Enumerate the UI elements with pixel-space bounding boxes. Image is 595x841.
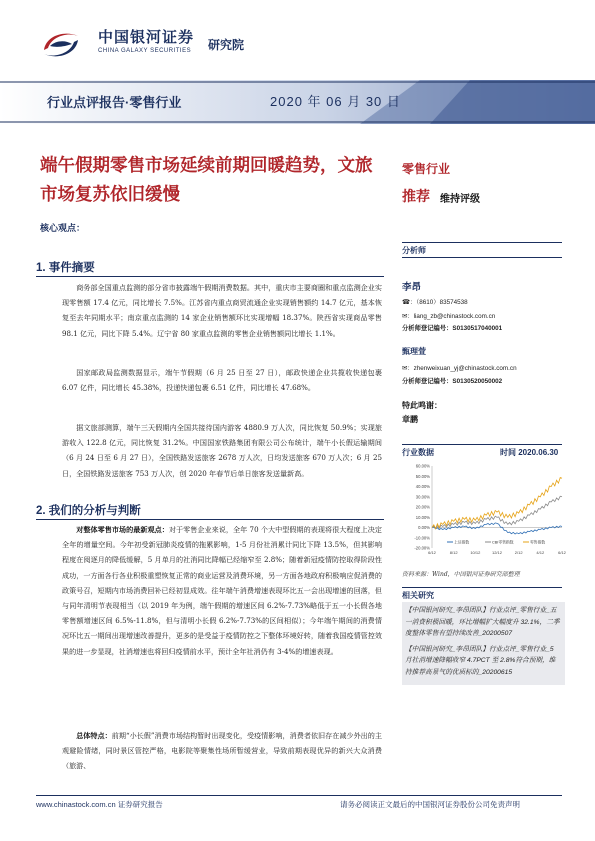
related-research-item[interactable]: 【中国银河研究_李昂团队】行业点评_零售行业_五一消费积极回暖，环比增幅扩大幅度升 32.1%，二季度整体零售有望持续改善_20200507 — [405, 607, 560, 637]
paragraph — [62, 522, 382, 659]
galaxy-logo-icon — [40, 26, 82, 64]
analyst-email[interactable]: ✉：liang_zb@chinastock.com.cn — [402, 313, 496, 320]
divider — [36, 276, 384, 277]
report-type: 行业点评报告·零售行业 — [47, 95, 182, 110]
footer-divider — [36, 795, 562, 796]
y-tick-label: 60.00% — [415, 463, 430, 469]
related-research-item[interactable]: 【中国银河研究_李昂团队】行业点评_零售行业_5 月社消增速降幅收窄 4.7PCT 至 2.8%符合预期，维持推荐高景气的优质标的_20200615 — [405, 645, 556, 676]
legend-label: CBI零售指数 — [492, 540, 514, 545]
brand-name-en: CHINA GALAXY SECURITIES — [98, 48, 192, 54]
x-tick-label: 4/12 — [536, 550, 545, 555]
divider — [402, 444, 562, 445]
x-tick-label: 8/12 — [449, 550, 458, 555]
paragraph-lead: 对整体零售市场的最新观点： — [76, 525, 169, 534]
related-research-heading: 相关研究 — [402, 591, 434, 600]
legend-label: 上证指数 — [454, 540, 470, 545]
brand-name-cn: 中国银河证券 — [98, 29, 195, 46]
y-tick-label: 10.00% — [415, 514, 430, 520]
analyst-cert: 分析师登记编号：S0130520050002 — [402, 378, 503, 385]
analyst-name: 甄理萱 — [402, 347, 426, 356]
x-tick-label: 6/12 — [428, 550, 436, 555]
divider — [402, 257, 562, 258]
paragraph: 国家邮政局监测数据显示，端午节假期（6 月 25 日至 27 日），邮政快递企业共揽收快递包裹 6.07 亿件，同比增长 45.38%，投递快递包裹 6.51 亿件，同比增长 47.68%。 — [62, 368, 382, 393]
paragraph — [62, 728, 382, 774]
report-date: 2020 年 06 月 30 日 — [270, 94, 401, 109]
paragraph: 商务部全国重点监测的部分省市披露端午假期消费数据。其中，重庆市主要商圈和重点监测企业实现零售额 17.4 亿元，同比增长 7.5%。江苏省内重点商贸流通企业实现销售额约 14.7 亿元，基本恢复至去年同期水平；南京重点监测的 14 家企业销售额环比实现增幅 18.37%。陕西省实现商品零售 98.1 亿元，同比下降 5.4%。辽宁省 80 家重点监测的零售企业销售额同比增长 1.1%。 — [62, 283, 382, 338]
paragraph-body: 前期“小长假”消费市场结构暂时出现变化，受疫情影响，消费者依旧存在减少外出的主观避险情绪，同时景区管控严格，电影院等聚集性场所暂缓营业，导致前期表现优异的新兴大众消费（旅游、 — [62, 731, 382, 771]
industry-chart — [402, 460, 565, 565]
paragraph-body: 对于零售企业来说，全年 70 个大中型假期的表现将很大程度上决定全年的增量空间。今年初受新冠肺炎疫情的拖累影响，1-5 月份社消累计同比下降 13.5%，但其影响程度在阅逐月的降低缓解，5 月单月的社消同比降幅已经缩窄至 2.8%；随着新冠疫情防控取得阶段性成功，一方面各行各业积极重塑恢复正常的商业运营及消费环境，另一方面各地政府积极响应促消费的政策号召，短期内市场消费回补已经初显成效。往年端午消费增速表现环比五一会出现增速的回落，但与同年清明节表现相当（以 2019 年为例，端午假期的增速区间 6.2%-7.73%略低于五一小长假各地零售额增速区间 6.5%-11.8%，但与清明小长假 6.2%-7.73%的区间相似）；今年端午期间的消费情况环比五一期间出现增速改善提升，更多的是受益于疫情防控之下整体环境好转，随着我国疫情管控效果的进一步显现，社消增速也将回归疫情前水平，预计全年社消仍有 3-4%的增速表现。 — [62, 525, 383, 656]
core-view-label: 核心观点： — [40, 224, 86, 234]
recommend-label: 推荐 — [402, 188, 430, 204]
chart-title: 行业数据 — [402, 448, 434, 457]
analyst-name: 李昂 — [402, 282, 422, 293]
x-tick-label: 2/12 — [514, 550, 523, 555]
y-tick-label: -10.00% — [414, 535, 430, 541]
footer-website[interactable]: www.chinastock.com.cn 证券研究报告 — [36, 800, 163, 809]
industry-label: 零售行业 — [402, 162, 451, 176]
analyst-email[interactable]: ✉：zhenweixuan_yj@chinastock.com.cn — [402, 365, 517, 372]
paragraph: 据文旅部测算，端午三天假期内全国共接待国内游客 4880.9 万人次，同比恢复 50.9%；实现旅游收入 122.8 亿元，同比恢复 31.2%。中国国家铁路集团有限公司公布统计，端午小长假运输期间（6 月 24 日至 6 月 27 日），全国铁路发送旅客 2678 万人次，日均发送旅客 670 万人次；6 月 25 日，全国铁路发送旅客 753 万人次，创 2020 年春节后单日旅客发送量新高。 — [62, 423, 382, 478]
section-heading: 1. 事件摘要 — [36, 262, 95, 274]
x-tick-label: 12/12 — [491, 550, 503, 555]
chart-source: 资料来源：Wind，中国银河证券研究部整理 — [402, 571, 520, 578]
chart-date: 时间 2020.06.30 — [500, 448, 559, 457]
x-tick-label: 10/12 — [470, 550, 481, 555]
divider — [36, 519, 384, 520]
page-title: 端午假期零售市场延续前期回暖趋势，文旅市场复苏依旧缓慢 — [40, 156, 373, 205]
contributor-name: 章鹏 — [402, 415, 418, 424]
analyst-phone: ☎：（8610）83574538 — [402, 299, 468, 306]
y-tick-label: 40.00% — [415, 484, 430, 489]
y-tick-label: 20.00% — [415, 504, 430, 510]
divider — [402, 242, 562, 243]
series-line — [432, 478, 562, 529]
x-tick-label: 6/12 — [558, 550, 566, 555]
section-heading: 2. 我们的分析与判断 — [36, 505, 141, 517]
y-tick-label: 0.00% — [418, 525, 430, 530]
related-research-list — [402, 602, 565, 685]
analyst-cert: 分析师登记编号：S0130517040001 — [402, 325, 503, 332]
y-tick-label: 50.00% — [415, 473, 430, 479]
analyst-header: 分析师 — [402, 246, 426, 255]
y-tick-label: 30.00% — [415, 494, 430, 500]
y-tick-label: -20.00% — [414, 545, 430, 551]
paragraph-lead: 总体特点： — [76, 731, 112, 740]
divider — [402, 587, 562, 588]
contributor-label: 特此鸣谢： — [402, 401, 442, 410]
footer-disclaimer: 请务必阅读正文最后的中国银河证券股份公司免责声明 — [340, 800, 520, 809]
institute-label: 研究院 — [208, 38, 245, 52]
legend-label: 零售指数 — [530, 540, 546, 545]
rating-label: 维持评级 — [440, 194, 480, 205]
